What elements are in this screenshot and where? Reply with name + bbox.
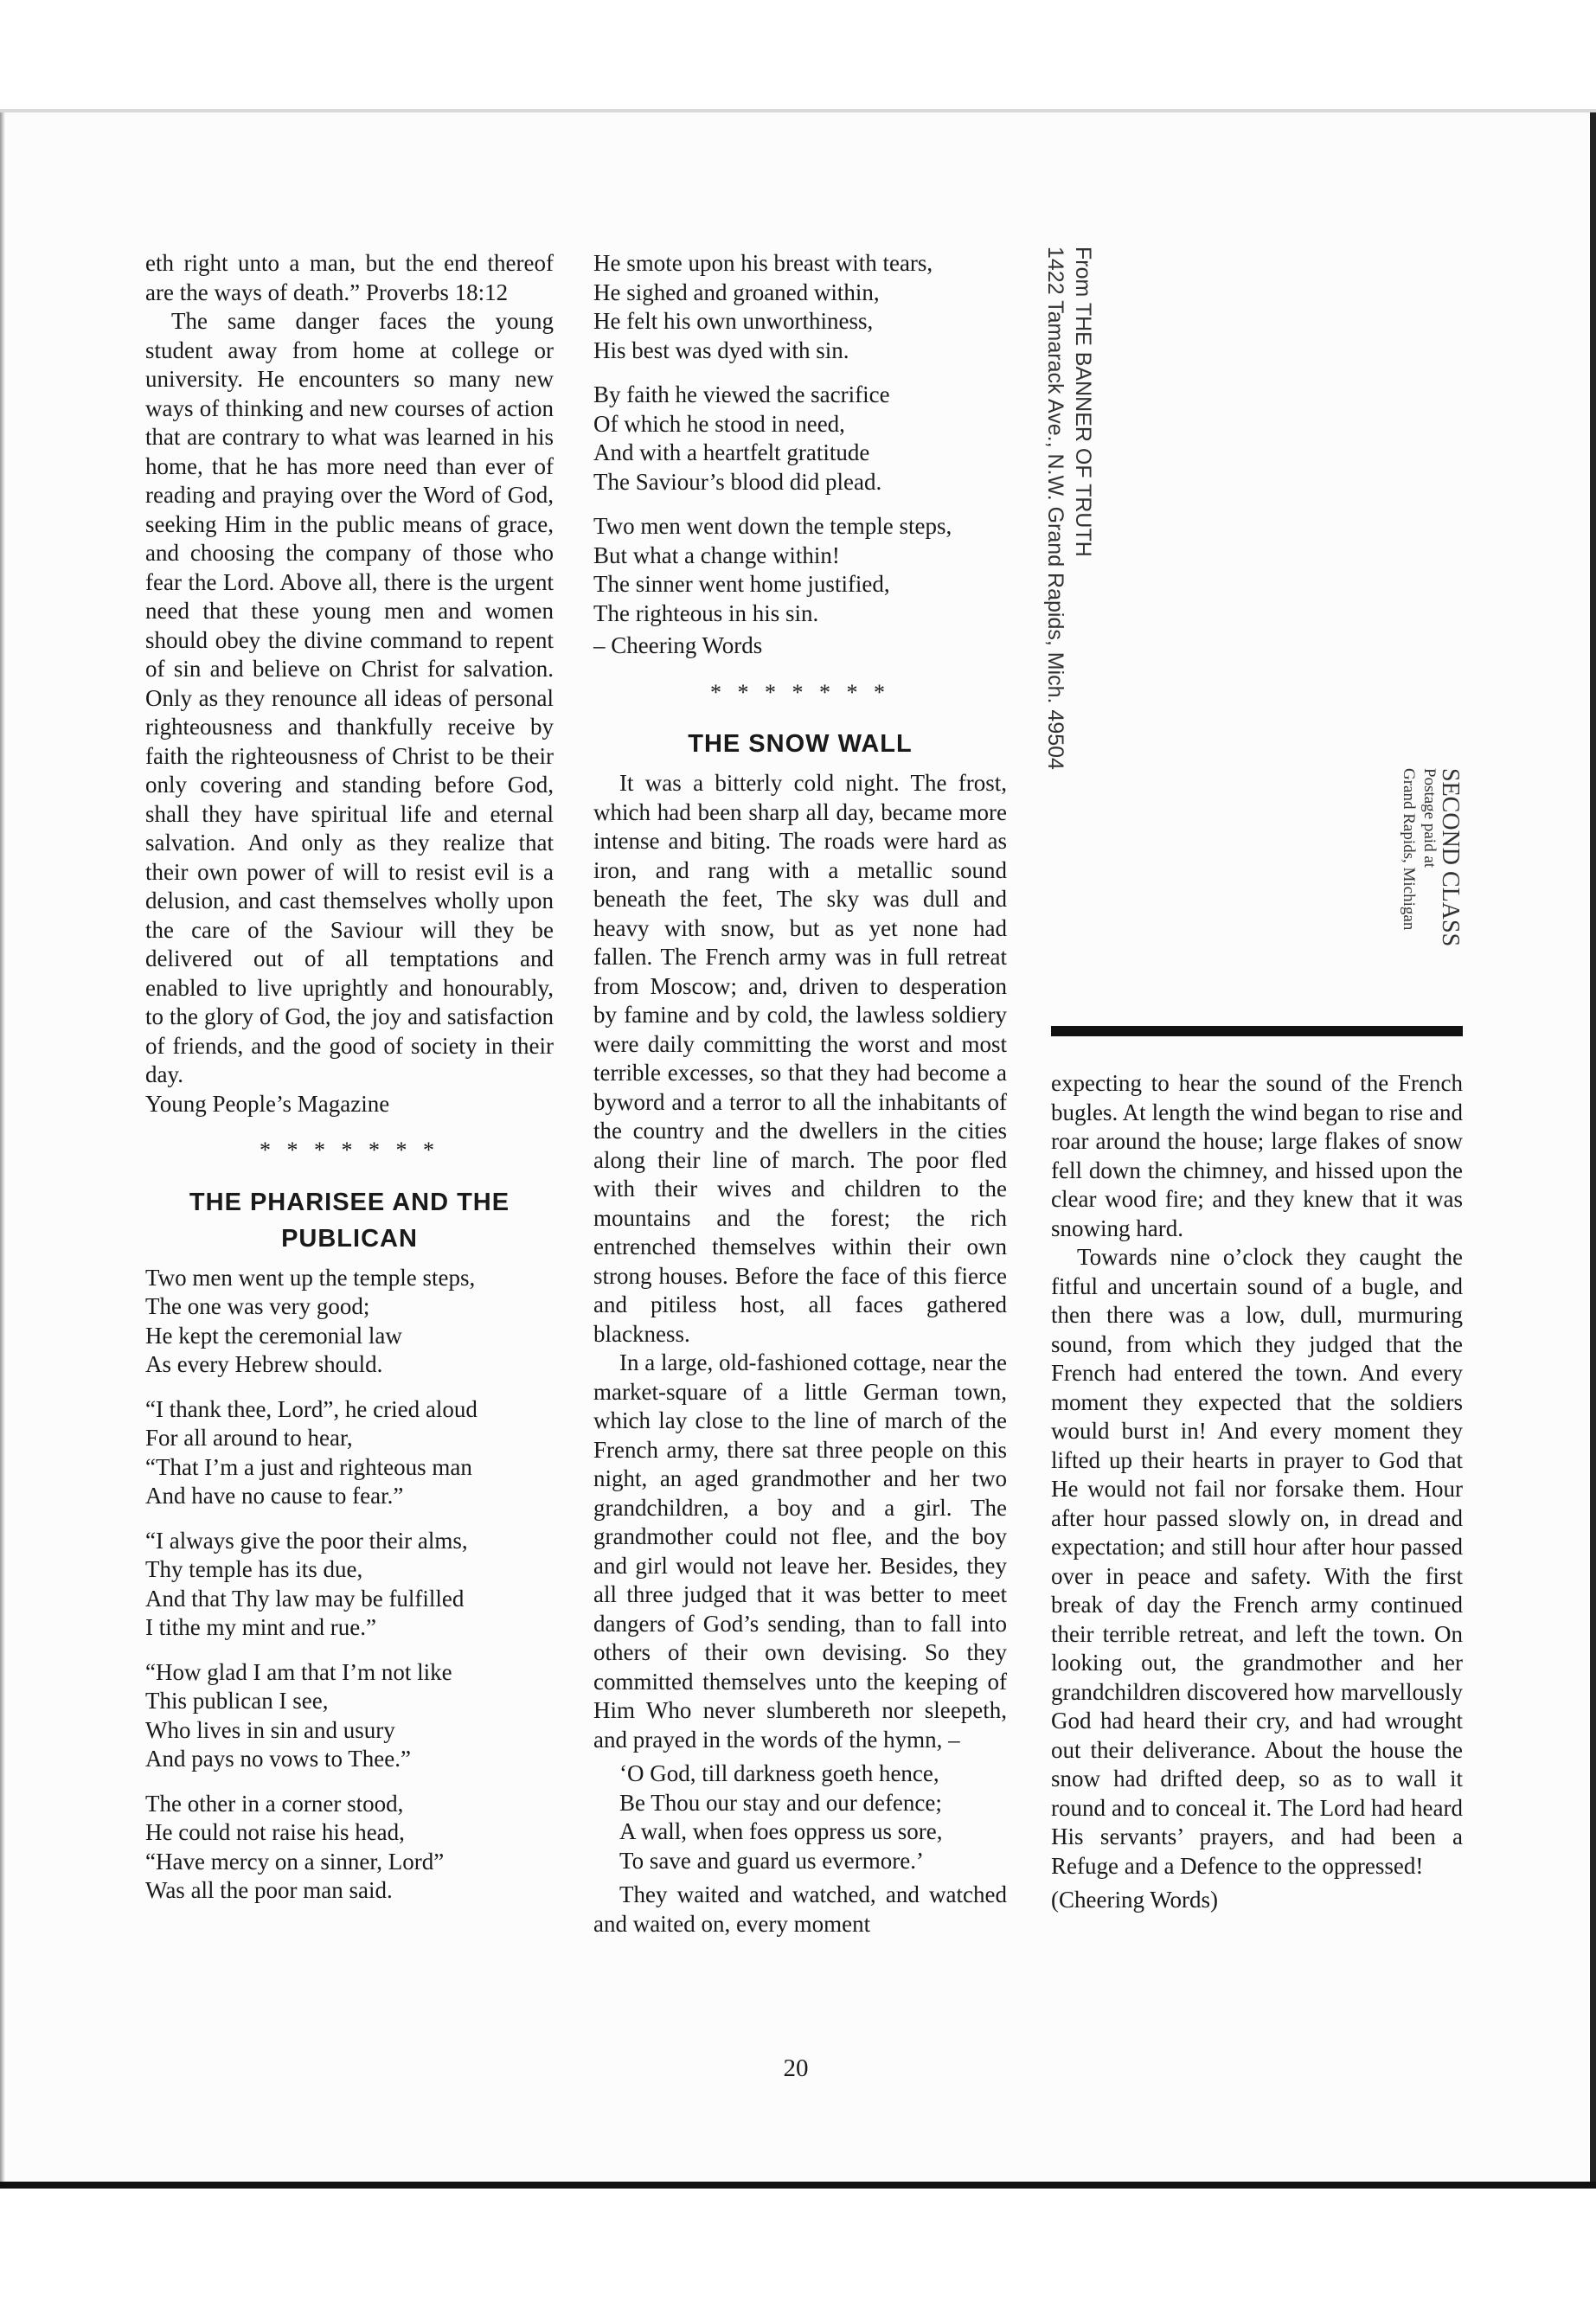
col3-paragraph-2: Towards nine o’clock they caught the fitful and uncertain sound of a bugle, and then there was a low, dull, murmuring sound, from which they judged that the French had entered the town. And every moment they expected that the soldiers would burst in! And every moment they lifted up their hearts in prayer to God that He would not fail nor forsake them. Hour after hour passed slowly on, in dread and expectation; and still hour after hour passed over in peace and safety. With the first break of day the French army continued their terrible retreat, and left the town. On looking out, the grandmother and her grandchildren discovered how marvellously God had heard their cry, and had wrought out their deliverance. About the house the snow had drifted deep, so as to wall it round and to conceal it. The Lord had heard His servants’ prayers, and had been a Refuge and a Defence to the oppressed! (1051, 1244, 1463, 1879)
poem-stanza (593, 381, 1007, 497)
poem-line: His best was dyed with sin. (593, 336, 849, 363)
poem-line: Who lives in sin and usury (145, 1716, 395, 1743)
poem-line: Of which he stood in need, (593, 410, 845, 437)
poem-stanza (145, 1790, 554, 1906)
section-divider-stars: * * * * * * * (710, 679, 890, 705)
column-3 (1051, 1069, 1463, 1915)
poem-line: As every Hebrew should. (145, 1351, 383, 1377)
mailing-panel-rule (1051, 1026, 1463, 1036)
hymn-line: ‘O God, till darkness goeth hence, (619, 1760, 939, 1786)
col2-paragraph-3: They waited and watched, and watched and waited on, every moment (593, 1881, 1007, 1937)
poem-line: “I always give the poor their alms, (145, 1527, 468, 1554)
postage-location: Grand Rapids, Michigan (1400, 768, 1418, 931)
poem-line: Thy temple has its due, (145, 1556, 363, 1582)
poem-stanza (145, 1658, 554, 1774)
poem-line: And with a heartfelt gratitude (593, 439, 870, 465)
poem-line: “Have mercy on a sinner, Lord” (145, 1848, 445, 1875)
postage-indicia (1398, 768, 1464, 947)
poem-line: For all around to hear, (145, 1425, 353, 1451)
return-address-line-1: From THE BANNER OF TRUTH (1071, 247, 1095, 557)
poem-line: By faith he viewed the sacrifice (593, 381, 890, 407)
return-address-line-2: 1422 Tamarack Ave., N.W. Grand Rapids, Mich. 49504 (1043, 247, 1067, 770)
section-divider-stars: * * * * * * * (260, 1138, 439, 1163)
poem-line: The other in a corner stood, (145, 1790, 404, 1817)
poem-line: And have no cause to fear.” (145, 1483, 404, 1509)
poem-line: Was all the poor man said. (145, 1877, 393, 1903)
hymn-line: Be Thou our stay and our defence; (619, 1789, 942, 1816)
hymn-quote (619, 1759, 1007, 1875)
poem-line: The one was very good; (145, 1293, 370, 1319)
hymn-line: To save and guard us evermore.’ (619, 1847, 924, 1874)
poem-stanza (145, 1395, 554, 1511)
poem-stanza (593, 512, 1007, 628)
col2-paragraph-1: It was a bitterly cold night. The frost, which had been sharp all day, became more intense and biting. The roads were hard as iron, and rang with a metallic sound beneath the feet, The sky was dull and heavy with snow, but as yet none had fallen. The French army was in full retreat from Moscow; and, driven to desperation by famine and by cold, the lawless soldiery were daily committing the worst and most terrible excesses, so that they had become a byword and a terror to all the inhabitants of the country and the dwellers in the cities along their line of march. The poor fled with their wives and children to the mountains and the forest; the rich entrenched themselves within their own strong houses. Before the face of this fierce and pitiless host, all faces gathered blackness. (593, 770, 1007, 1347)
hymn-line: A wall, when foes oppress us sore, (619, 1818, 943, 1844)
poem-stanza (145, 1527, 554, 1643)
poem-line: And that Thy law may be fulfilled (145, 1585, 465, 1612)
postage-class: SECOND CLASS (1437, 768, 1464, 947)
poem-line: Two men went up the temple steps, (145, 1264, 476, 1291)
poem-line: But what a change within! (593, 542, 840, 568)
poem-line: And pays no vows to Thee.” (145, 1746, 411, 1772)
col1-paragraph-2: The same danger faces the young student away from home at college or university. He encounters so many new ways of thinking and new courses of action that are contrary to what was learned in his home, that he has more need than ever of reading and praying over the Word of God, seeking Him in the public means of grace, and choosing the company of those who fear the Lord. Above all, there is the urgent need that these young men and women should obey the divine command to repent of sin and believe on Christ for salvation. Only as they renounce all ideas of personal righteousness and thankfully receive by faith the righteousness of Christ to be their only covering and standing before God, shall they have spiritual life and eternal salvation. And only as they realize that their own power of will to resist evil is a delusion, and cast themselves wholly upon the care of the Saviour will they be delivered out of all temptations and enabled to live uprightly and honourably, to the glory of God, the joy and satisfaction of friends, and the good of society in their day. (145, 308, 554, 1087)
poem-line: The righteous in his sin. (593, 599, 819, 626)
poem-title (145, 1184, 554, 1257)
poem-stanza (145, 1264, 554, 1380)
poem-line: “That I’m a just and righteous man (145, 1453, 472, 1480)
col2-citation: – Cheering Words (593, 632, 763, 658)
poem-line: He smote upon his breast with tears, (593, 250, 933, 276)
col3-citation: (Cheering Words) (1051, 1887, 1219, 1913)
poem-line: He could not raise his head, (145, 1819, 405, 1845)
story-title: THE SNOW WALL (688, 730, 913, 758)
col1-paragraph-1: eth right unto a man, but the end thereof are the ways of death.” Proverbs 18:12 (145, 250, 554, 305)
postage-paid: Postage paid at (1420, 768, 1439, 868)
col3-paragraph-1: expecting to hear the sound of the French bugles. At length the wind began to rise and roar around the house; large flakes of snow fell down the chimney, and hissed upon the clear wood fire; and they knew that it was snowing hard. (1051, 1070, 1463, 1241)
page-number: 20 (783, 2054, 809, 2082)
poem-line: “How glad I am that I’m not like (145, 1658, 452, 1685)
column-2 (593, 249, 1007, 1939)
bottom-rule (0, 2182, 1596, 2189)
poem-line: He felt his own unworthiness, (593, 308, 874, 334)
poem-title-line-2: PUBLICAN (281, 1224, 418, 1253)
poem-line: “I thank thee, Lord”, he cried aloud (145, 1395, 478, 1422)
page-left-edge (0, 112, 5, 2184)
page-right-edge (1590, 112, 1596, 2184)
poem-stanza (593, 249, 1007, 365)
page-top-edge (0, 109, 1596, 112)
poem-line: He sighed and groaned within, (593, 279, 880, 305)
poem-line: He kept the ceremonial law (145, 1322, 402, 1349)
return-address (1042, 247, 1097, 770)
poem-title-line-1: THE PHARISEE AND THE (189, 1188, 510, 1216)
col1-citation: Young People’s Magazine (145, 1090, 390, 1117)
poem-line: Two men went down the temple steps, (593, 513, 952, 539)
poem-line: The Saviour’s blood did plead. (593, 468, 882, 495)
poem-line: I tithe my mint and rue.” (145, 1614, 376, 1640)
poem-line: This publican I see, (145, 1688, 329, 1714)
column-1 (145, 249, 554, 1921)
col2-paragraph-2: In a large, old-fashioned cottage, near the market-square of a little German town, which lay close to the line of march of the French army, there sat three people on this night, an aged grandmother and her two grandchildren, a boy and a girl. The grandmother could not flee, and the boy and girl would not leave her. Besides, they all three judged that it was better to meet dangers of God’s sending, than to fall into others of their own devising. So they committed themselves unto the keeping of Him Who never slumbereth nor sleepeth, and prayed in the words of the hymn, – (593, 1349, 1007, 1753)
poem-line: The sinner went home justified, (593, 571, 890, 597)
